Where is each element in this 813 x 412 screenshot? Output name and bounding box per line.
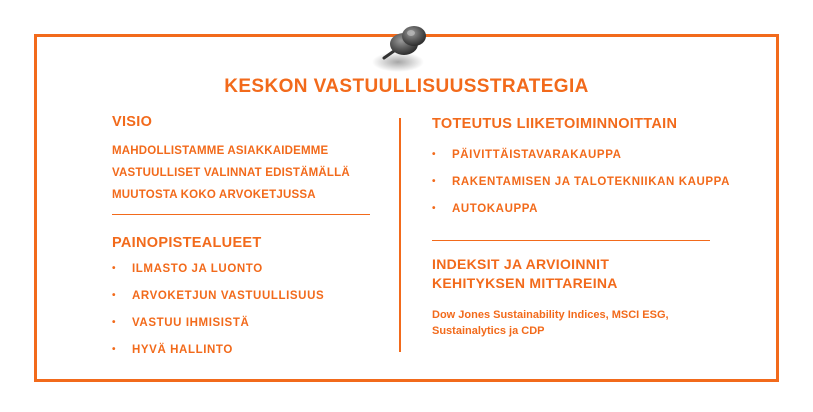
bullet-icon: • [112, 290, 117, 301]
painopisteet-heading: PAINOPISTEALUEET [112, 235, 262, 251]
bullet-icon: • [112, 263, 117, 274]
list-item: • ILMASTO JA LUONTO [112, 263, 263, 275]
list-item: • VASTUU IHMISISTÄ [112, 317, 250, 329]
page-title: KESKON VASTUULLISUUSSTRATEGIA [224, 76, 589, 97]
bullet-icon: • [432, 149, 437, 160]
right-column [432, 116, 772, 339]
toteutus-list [432, 147, 772, 228]
visio-line: VASTUULLISET VALINNAT EDISTÄMÄLLÄ [112, 167, 350, 179]
list-item: • ARVOKETJUN VASTUULLISUUS [112, 290, 325, 302]
visio-line: MAHDOLLISTAMME ASIAKKAIDEMME [112, 145, 329, 157]
bullet-icon: • [432, 176, 437, 187]
list-item: • PÄIVITTÄISTAVARAKAUPPA [432, 149, 622, 161]
left-column [112, 114, 372, 369]
column-divider [399, 118, 401, 352]
section-divider [112, 214, 370, 215]
visio-line: MUUTOSTA KOKO ARVOKETJUSSA [112, 189, 316, 201]
pushpin-icon [370, 18, 440, 76]
section-divider [432, 240, 710, 241]
bullet-icon: • [432, 203, 437, 214]
visio-heading: VISIO [112, 114, 153, 130]
bullet-icon: • [112, 344, 117, 355]
toteutus-heading: TOTEUTUS LIIKETOIMINNOITTAIN [432, 116, 678, 132]
list-item: • AUTOKAUPPA [432, 203, 539, 215]
list-item: • HYVÄ HALLINTO [112, 344, 233, 356]
indeksit-heading: INDEKSIT JA ARVIOINNIT KEHITYKSEN MITTAREINA [432, 256, 618, 291]
list-item: • RAKENTAMISEN JA TALOTEKNIIKAN KAUPPA [432, 176, 731, 188]
painopisteet-list [112, 261, 372, 369]
bullet-icon: • [112, 317, 117, 328]
indeksit-text: Dow Jones Sustainability Indices, MSCI ESG, Sustainalytics ja CDP [432, 309, 669, 337]
visio-text [112, 140, 372, 206]
